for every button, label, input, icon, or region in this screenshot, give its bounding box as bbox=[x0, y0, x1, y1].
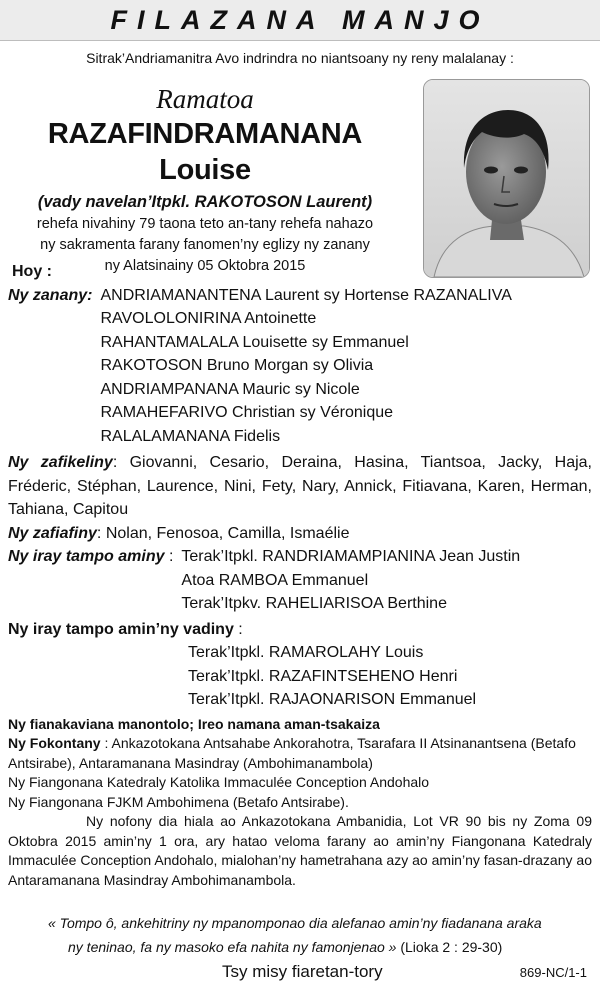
portrait-photo bbox=[423, 79, 590, 278]
children-label: Ny zanany: bbox=[8, 286, 93, 304]
fokontany-line bbox=[8, 734, 592, 773]
spouse-siblings-sep: : bbox=[233, 620, 243, 638]
banner bbox=[0, 0, 600, 41]
announce-line: rehefa nivahiny 79 taona teto an-tany rehefa nahazo bbox=[36, 216, 374, 232]
spouse-siblings-heading bbox=[8, 618, 592, 642]
child-name: RAMAHEFARIVO Christian sy Véronique bbox=[100, 404, 394, 421]
portrait-image bbox=[424, 80, 589, 277]
child-name: ANDRIAMANANTENA Laurent sy Hortense RAZANALIVA bbox=[100, 286, 512, 304]
siblings-section bbox=[8, 545, 592, 616]
obituary-body bbox=[8, 260, 592, 890]
spouse-sibling-name: Terak’Itpkl. RAZAFINTSEHENO Henri bbox=[188, 667, 458, 685]
spouse-sibling-name: Terak’Itpkl. RAMAROLAHY Louis bbox=[188, 644, 424, 661]
sibling-name: Atoa RAMBOA Emmanuel bbox=[181, 571, 369, 589]
community-section bbox=[8, 715, 592, 891]
family-line: Ny fianakaviana manontolo; Ireo namana aman-tsakaiza bbox=[8, 715, 380, 732]
quote-line bbox=[0, 935, 600, 959]
quote-reference: (Lioka 2 : 29-30) bbox=[396, 939, 503, 955]
quote-text: ny teninao, fa ny masoko efa nahita ny famonjenao » bbox=[68, 939, 397, 955]
grandchildren-label: Ny zafikeliny bbox=[8, 454, 113, 471]
hoy-label: Hoy : bbox=[12, 263, 52, 280]
grandchildren-names: : Giovanni, Cesario, Deraina, Hasina, Tiantsoa, Jacky, Haja, Fréderic, Stéphan, Laurence, Nini, Fety, Nary, Annick, Fitiavana, Karen, Herman, Tahiana, Capitou bbox=[8, 454, 592, 518]
announce-line: ny Alatsinainy 05 Oktobra 2015 bbox=[104, 258, 306, 274]
sibling-name: Terak’Itpkl. RANDRIAMAMPIANINA Jean Justin bbox=[181, 548, 521, 565]
closing-line: Tsy misy fiaretan-tory bbox=[222, 962, 383, 981]
child-name: RAKOTOSON Bruno Morgan sy Olivia bbox=[100, 357, 374, 374]
siblings-sep: : bbox=[164, 548, 174, 565]
child-name: RALALAMANANA Fidelis bbox=[100, 427, 281, 445]
banner-title: FILAZANA MANJO bbox=[110, 4, 490, 35]
siblings-label: Ny iray tampo aminy bbox=[8, 548, 165, 565]
grandchildren-section bbox=[8, 451, 592, 522]
quote-line: « Tompo ô, ankehitriny ny mpanomponao dia alefanao amin’ny fiadanana araka bbox=[48, 915, 542, 931]
children-section bbox=[8, 284, 592, 449]
reference-code: 869-NC/1-1 bbox=[519, 965, 587, 980]
fokontany-label: Ny Fokontany bbox=[8, 735, 101, 751]
announce-line: ny sakramenta farany fanomen’ny eglizy ny zanany bbox=[40, 237, 370, 253]
spouse-line: (vady navelan’Itpkl. RAKOTOSON Laurent) bbox=[37, 193, 373, 211]
header-block bbox=[0, 82, 410, 277]
intro-line: Sitrak’Andriamanitra Avo indrindra no niantsoany ny reny malalanay : bbox=[86, 50, 514, 66]
great-grandchildren-section bbox=[8, 522, 592, 546]
great-grandchildren-names: : Nolan, Fenosoa, Camilla, Ismaélie bbox=[96, 524, 350, 542]
child-name: ANDRIAMPANANA Mauric sy Nicole bbox=[100, 380, 360, 398]
fokontany-text: : Ankazotokana Antsahabe Ankorahotra, Tsarafara II Atsinanantsena (Betafo Antsirabe), Antaramanana Masindray (Ambohimanambola) bbox=[8, 735, 576, 771]
great-grandchildren-label: Ny zafiafiny bbox=[8, 524, 97, 542]
funeral-paragraph: Ny nofony dia hiala ao Ankazotokana Ambanidia, Lot VR 90 bis ny Zoma 09 Oktobra 2015 amin’ny 1 ora, ary hatao veloma farany ao amin’ny Fiangonana Katedraly Immaculée Conception Andohalo, mialohan’ny hametrahana azy ao amin’ny fasan-drazany ao Antaramanana Masindray Ambohimanambola. bbox=[8, 813, 592, 888]
sibling-name: Terak’Itpkv. RAHELIARISOA Berthine bbox=[181, 595, 447, 612]
parish-line: Ny Fiangonana Katedraly Katolika Immaculée Conception Andohalo bbox=[8, 774, 430, 790]
spouse-siblings-section bbox=[8, 618, 592, 712]
parish-line: Ny Fiangonana FJKM Ambohimena (Betafo Antsirabe). bbox=[8, 793, 349, 810]
child-name: RAVOLOLONIRINA Antoinette bbox=[100, 310, 317, 327]
spouse-siblings-label: Ny iray tampo amin’ny vadiny bbox=[8, 620, 234, 638]
bible-quote bbox=[0, 911, 600, 959]
siblings-heading bbox=[8, 545, 173, 616]
child-name: RAHANTAMALALA Louisette sy Emmanuel bbox=[100, 333, 409, 351]
deceased-name: RAZAFINDRAMANANA Louise bbox=[47, 118, 363, 186]
children-list bbox=[92, 284, 511, 449]
siblings-list bbox=[173, 545, 520, 616]
honorific-title: Ramatoa bbox=[156, 84, 254, 114]
spouse-sibling-name: Terak’Itpkl. RAJAONARISON Emmanuel bbox=[188, 691, 477, 708]
spouse-siblings-list bbox=[8, 641, 592, 712]
